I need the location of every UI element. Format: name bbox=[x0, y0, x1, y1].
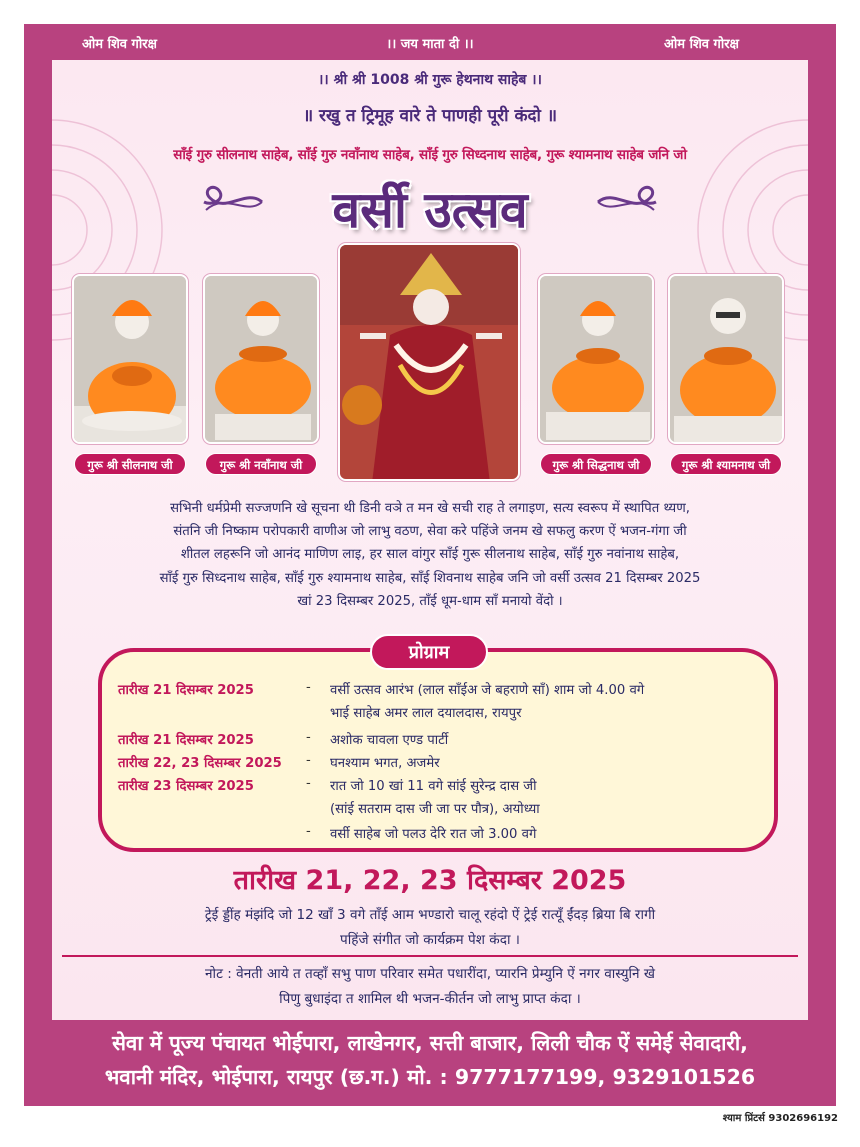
caption-guru-siddhnath: गुरू श्री सिद्धनाथ जी bbox=[540, 453, 652, 475]
photo-guru-seelnath bbox=[72, 274, 188, 444]
paragraph-line: सभिनी धर्मप्रेमी सज्जणनि खे सूचना थी डिनी वञे त मन खे सची राह ते लगाइण, सत्य स्वरूप में स्थापित थ्यण, bbox=[170, 501, 690, 516]
caption-guru-navannath: गुरू श्री नवाँनाथ जी bbox=[205, 453, 317, 475]
main-title: वर्सी उत्सव bbox=[332, 181, 528, 239]
caption-guru-seelnath: गुरू श्री सीलनाथ जी bbox=[74, 453, 186, 475]
program-dash: - bbox=[306, 776, 311, 791]
program-dash: - bbox=[306, 730, 311, 745]
note-line: नोट : वेनती आये त तव्हाँ सभु पाण परिवार समेत पधारींदा, प्यारनि प्रेम्युनि ऐं नगर वास्युनि खे bbox=[205, 966, 655, 982]
program-dash: - bbox=[306, 680, 311, 695]
program-date: तारीख 21 दिसम्बर 2025 bbox=[118, 733, 254, 748]
footer-line: भवानी मंदिर, भोईपारा, रायपुर (छ.ग.) मो. : 9777177199, 9329101526 bbox=[104, 1065, 756, 1089]
paragraph-line: खां 23 दिसम्बर 2025, ताँई धूम-धाम साँ मनायो वेंदो । bbox=[297, 593, 563, 609]
program-text: भाई साहेब अमर लाल दयालदास, रायपुर bbox=[330, 706, 522, 721]
note-line: पिणु बुधाइंदा त शामिल थी भजन-कीर्तन जो लाभु प्राप्त कंदा । bbox=[279, 991, 581, 1007]
photo-guru-shyamnath bbox=[668, 274, 784, 444]
program-text: अशोक चावला एण्ड पार्टी bbox=[330, 733, 449, 748]
printer-credit: श्याम प्रिंटर्स 9302696192 bbox=[722, 1113, 838, 1124]
program-dash: - bbox=[306, 824, 311, 839]
bhandara-info bbox=[52, 903, 808, 953]
top-left-greeting: ओम शिव गोरक्ष bbox=[82, 37, 157, 52]
note-block bbox=[52, 962, 808, 1012]
program-date: तारीख 22, 23 दिसम्बर 2025 bbox=[118, 756, 282, 771]
section-divider bbox=[62, 955, 798, 957]
program-text: वर्सी साहेब जो पलउ देरि रात जो 3.00 वगे bbox=[330, 827, 537, 842]
header-line-3: साँई गुरु सीलनाथ साहेब, साँई गुरु नवाँनाथ साहेब, साँई गुरु सिध्दनाथ साहेब, गुरू श्यामनाथ साहेब जनि जो bbox=[173, 147, 687, 163]
paragraph-line: साँई गुरु सिध्दनाथ साहेब, साँई गुरु श्यामनाथ साहेब, साँई शिवनाथ साहेब जनि जो वर्सी उत्सव 21 दिसम्बर 2025 bbox=[159, 570, 701, 586]
paragraph-line: शीतल लहरूनि जो आनंद माणिण लाइ, हर साल वांगुर साँई गुरू सीलनाथ साहेब, साँई गुरु नवांनाथ साहेब, bbox=[180, 547, 680, 563]
photo-guru-siddhnath bbox=[538, 274, 654, 444]
program-label: प्रोग्राम bbox=[370, 634, 488, 670]
program-text: घनश्याम भगत, अजमेर bbox=[330, 756, 440, 771]
bhandara-line: पहिंजे संगीत जो कार्यक्रम पेश कंदा । bbox=[340, 932, 520, 948]
footer-contact bbox=[24, 1026, 836, 1094]
top-center-greeting: ।। जय माता दी ।। bbox=[386, 37, 474, 52]
program-dash: - bbox=[306, 753, 311, 768]
program-date: तारीख 23 दिसम्बर 2025 bbox=[118, 779, 254, 794]
footer-line: सेवा में पूज्य पंचायत भोईपारा, लाखेनगर, सत्ती बाजार, लिली चौक ऐं समेई सेवादारी, bbox=[112, 1031, 748, 1055]
program-box bbox=[98, 648, 778, 852]
program-date: तारीख 21 दिसम्बर 2025 bbox=[118, 683, 254, 698]
paragraph-line: संतनि जी निष्काम परोपकारी वाणीअ जो लाभु वठण, सेवा करे पहिंजे जनम खे सफलु करण ऐं भजन-गंगा जी bbox=[173, 524, 687, 540]
caption-guru-shyamnath: गुरू श्री श्यामनाथ जी bbox=[670, 453, 782, 475]
top-right-greeting: ओम शिव गोरक्ष bbox=[664, 37, 739, 52]
header-line-2: ॥ रखु त ट्रिमूह वारे ते पाणही पूरी कंदो ॥ bbox=[302, 106, 558, 126]
bhandara-line: ट्रेई ड्डींह मंझंदि जो 12 खाँ 3 वगे ताँई आम भण्डारो चालू रहंदो ऐं ट्रेई रात्यूँ ईंदड़ ब्रिया बि रागी bbox=[204, 907, 656, 923]
program-text: रात जो 10 खां 11 वगे सांई सुरेन्द्र दास जी bbox=[330, 779, 537, 794]
event-dates-banner: तारीख 21, 22, 23 दिसम्बर 2025 bbox=[233, 865, 627, 896]
photo-guru-navannath bbox=[203, 274, 319, 444]
header-line-1: ।। श्री श्री 1008 श्री गुरू हेथनाथ साहेब ।। bbox=[318, 72, 542, 88]
program-text: (सांई सतराम दास जी जा पर पौत्र), अयोध्या bbox=[330, 802, 540, 817]
program-text: वर्सी उत्सव आरंभ (लाल साँईअ जे बहराणे साँ) शाम जो 4.00 वगे bbox=[330, 683, 645, 698]
announcement-paragraph bbox=[62, 497, 798, 613]
photo-goddess-durga bbox=[338, 243, 520, 481]
